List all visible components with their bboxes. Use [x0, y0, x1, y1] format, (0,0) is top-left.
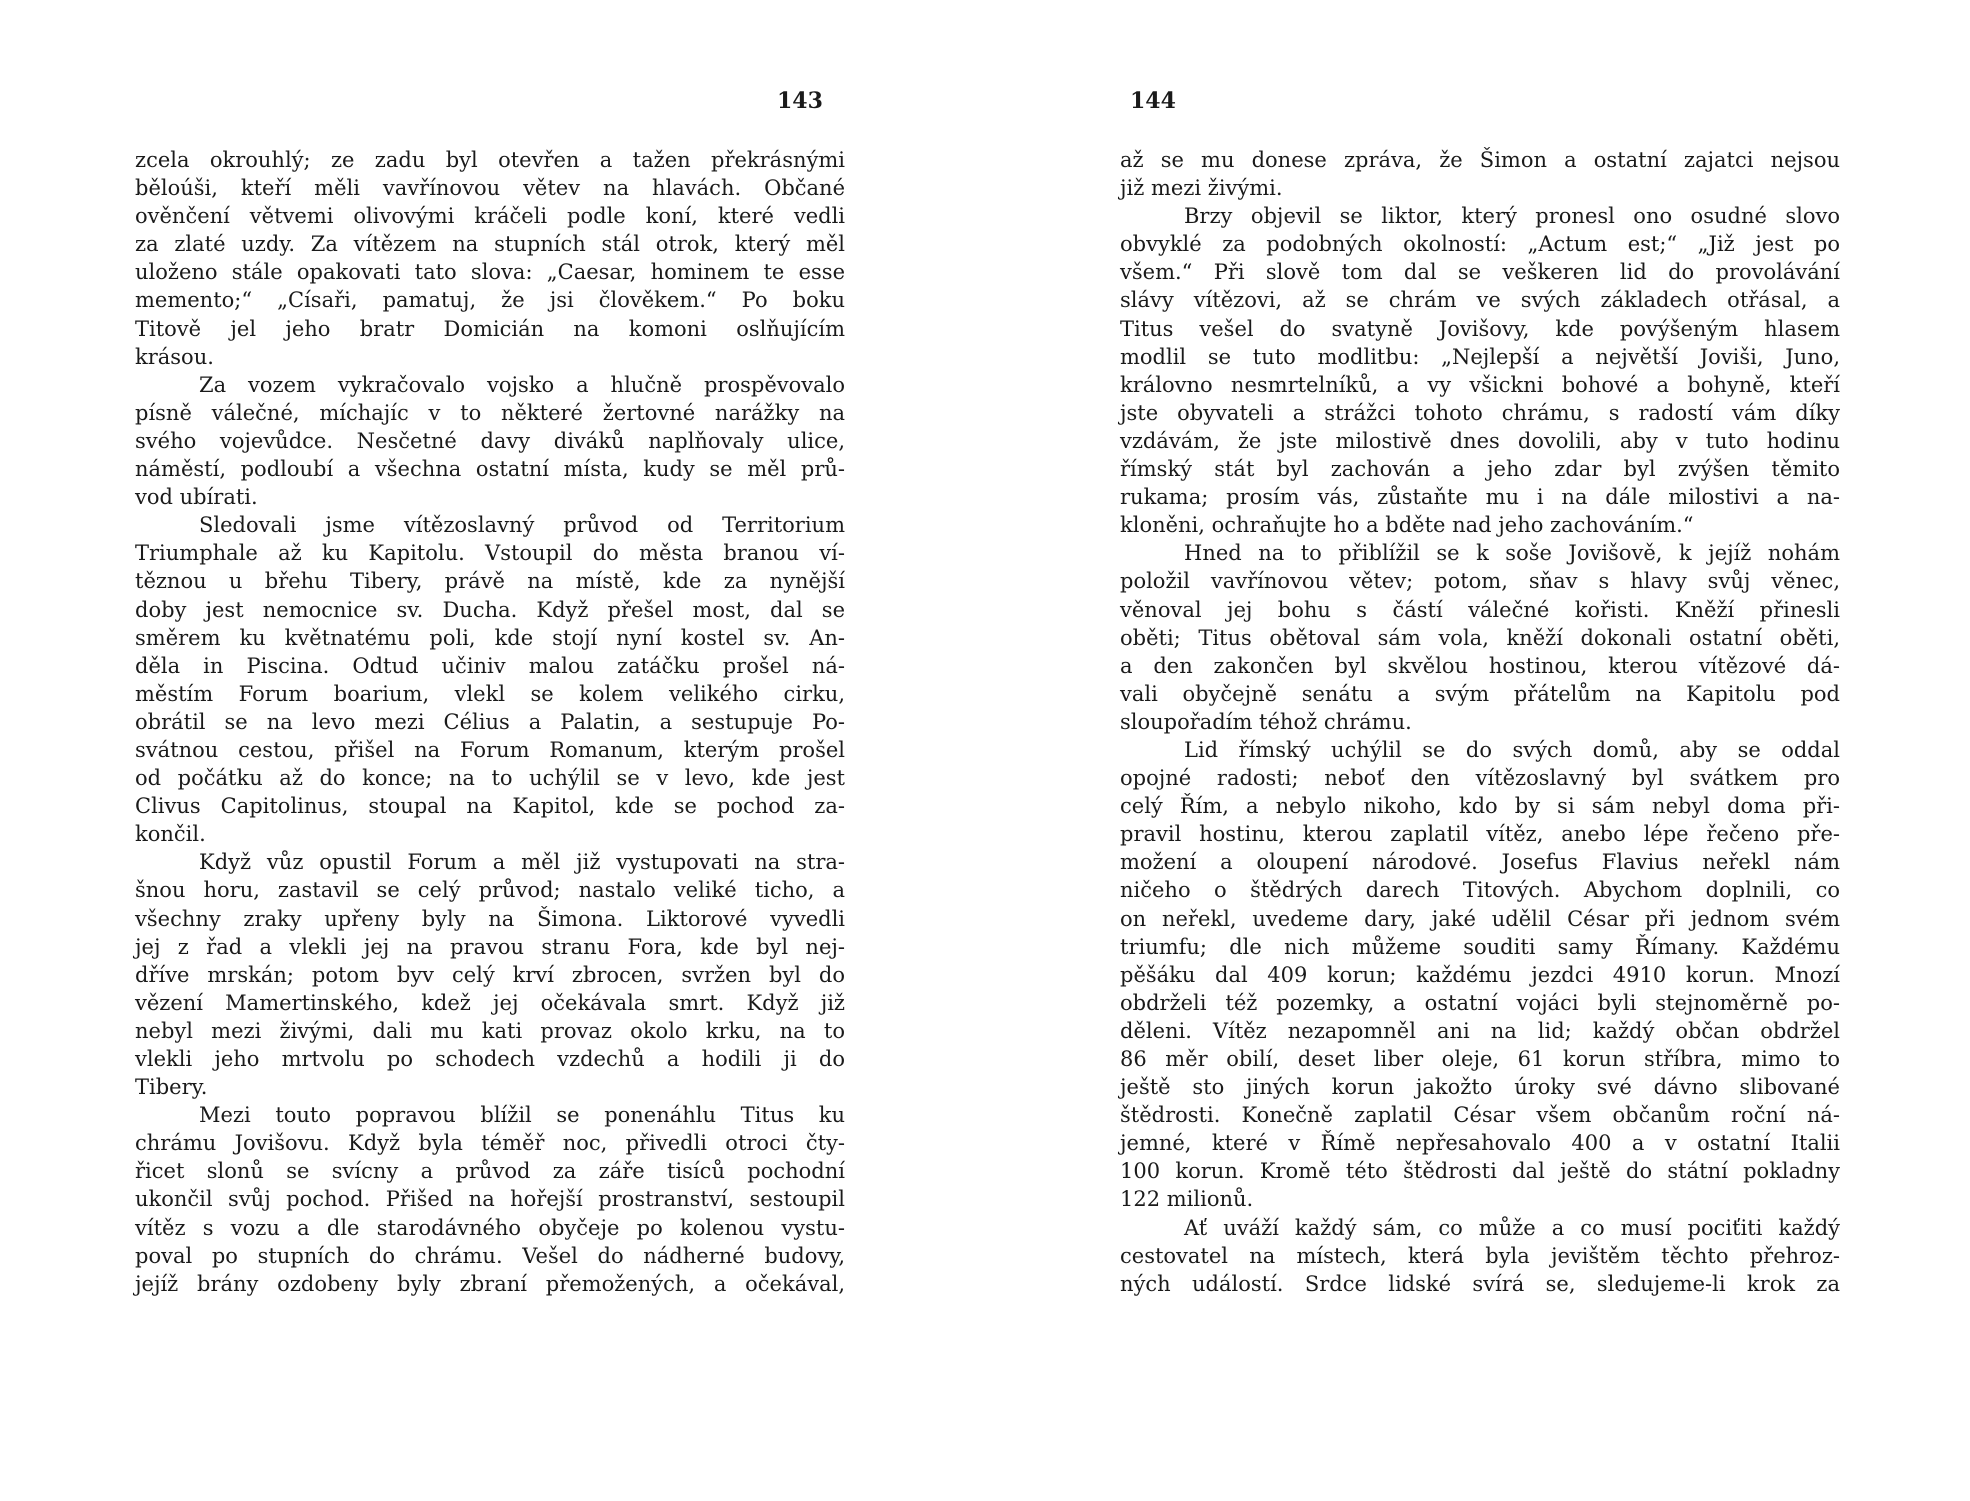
text-line: věnoval jej bohu s částí válečné kořisti. Kněží přinesli — [1120, 597, 1840, 622]
text-line: všem.“ Při slově tom dal se veškeren lid do provolávání — [1120, 260, 1840, 285]
text-line: kloněni, ochraňujte ho a bděte nad jeho zachováním.“ — [1120, 513, 1694, 538]
text-line: končil. — [135, 822, 206, 847]
text-line: městím Forum boarium, vlekl se kolem velikého cirku, — [135, 681, 845, 706]
text-line: obdrželi též pozemky, a ostatní vojáci byli stejnoměrně po- — [1120, 990, 1840, 1015]
text-line: chrámu Jovišovu. Když byla téměř noc, přivedli otroci čty- — [135, 1131, 845, 1156]
text-line: memento;“ „Císaři, pamatuj, že jsi člověkem.“ Po boku — [135, 288, 845, 313]
text-line: doby jest nemocnice sv. Ducha. Když přešel most, dal se — [135, 597, 845, 622]
text-line: zcela okrouhlý; ze zadu byl otevřen a tažen překrásnými — [135, 148, 845, 172]
text-line: všechny zraky upřeny byly na Šimona. Liktorové vyvedli — [135, 906, 845, 931]
left-page-text — [135, 146, 845, 1298]
text-line: šnou horu, zastavil se celý průvod; nastalo veliké ticho, a — [135, 878, 845, 903]
text-line: Lid římský uchýlil se do svých domů, aby se oddal — [1184, 737, 1840, 762]
text-line: jemné, které v Římě nepřesahovalo 400 a v ostatní Italii — [1120, 1131, 1840, 1156]
text-line: oběti; Titus obětoval sám vola, kněží dokonali ostatní oběti, — [1120, 625, 1840, 650]
text-line: celý Řím, a nebylo nikoho, kdo by si sám nebyl doma při- — [1120, 794, 1840, 819]
page-number-right: 144 — [1130, 88, 1176, 114]
text-line: běloúši, kteří měli vavřínovou větev na hlavách. Občané — [135, 176, 845, 201]
right-page-text — [1120, 146, 1840, 1298]
text-line: vítěz s vozu a dle starodávného obyčeje po kolenou vystu- — [135, 1215, 845, 1240]
text-line: poval po stupních do chrámu. Vešel do nádherné budovy, — [135, 1243, 845, 1268]
text-line: těznou u břehu Tibery, právě na místě, kde za nynější — [135, 569, 845, 594]
text-line: vězení Mamertinského, kdež jej očekávala smrt. Když již — [135, 990, 845, 1015]
text-line: slávy vítězovi, až se chrám ve svých základech otřásal, a — [1120, 288, 1840, 313]
text-line: jste obyvateli a strážci tohoto chrámu, s radostí vám díky — [1120, 400, 1840, 425]
text-line: Triumphale až ku Kapitolu. Vstoupil do města branou ví- — [135, 541, 845, 566]
text-line: 122 milionů. — [1120, 1187, 1254, 1212]
text-line: sloupořadím téhož chrámu. — [1120, 709, 1412, 734]
text-line: řicet slonů se svícny a průvod za záře tisíců pochodní — [135, 1159, 845, 1184]
text-line: náměstí, podloubí a všechna ostatní místa, kudy se měl prů- — [135, 457, 845, 482]
text-line: vali obyčejně senátu a svým přátelům na Kapitolu pod — [1120, 681, 1840, 706]
text-line: dříve mrskán; potom byv celý krví zbrocen, svržen byl do — [135, 962, 845, 987]
text-line: rukama; prosím vás, zůstaňte mu i na dále milostivi a na- — [1120, 485, 1840, 510]
text-line: jej z řad a vlekli jej na pravou stranu Fora, kde byl nej- — [135, 934, 845, 959]
text-line: Tibery. — [135, 1075, 208, 1100]
text-line: pravil hostinu, kterou zaplatil vítěz, anebo lépe řečeno pře- — [1120, 822, 1840, 847]
text-line: Clivus Capitolinus, stoupal na Kapitol, kde se pochod za- — [135, 794, 845, 819]
text-line: on neřekl, uvedeme dary, jaké udělil César při jednom svém — [1120, 906, 1840, 931]
text-line: od počátku až do konce; na to uchýlil se v levo, kde jest — [135, 766, 845, 791]
text-line: ještě sto jiných korun jakožto úroky své dávno slibované — [1120, 1075, 1840, 1100]
text-line: nebyl mezi živými, dali mu kati provaz okolo krku, na to — [135, 1018, 845, 1043]
text-line: 86 měr obilí, deset liber oleje, 61 korun stříbra, mimo to — [1120, 1047, 1840, 1071]
text-line: ověnčení větvemi olivovými kráčeli podle koní, které vedli — [135, 204, 845, 229]
text-line: cestovatel na místech, která byla jevištěm těchto přehroz- — [1120, 1243, 1840, 1268]
text-line: ničeho o štědrých darech Titových. Abychom doplnili, co — [1120, 878, 1840, 903]
text-line: opojné radosti; neboť den vítězoslavný byl svátkem pro — [1120, 766, 1840, 791]
text-line: římský stát byl zachován a jeho zdar byl zvýšen těmito — [1120, 457, 1840, 482]
text-line: za zlaté uzdy. Za vítězem na stupních stál otrok, který měl — [135, 232, 845, 257]
text-line: vzdávám, že jste milostivě dnes dovolili, aby v tuto hodinu — [1120, 428, 1840, 453]
text-line: písně válečné, míchajíc v to některé žertovné narážky na — [135, 400, 845, 425]
text-line: triumfu; dle nich můžeme souditi samy Římany. Každému — [1120, 934, 1840, 959]
text-line: vlekli jeho mrtvolu po schodech vzdechů a hodili ji do — [135, 1047, 845, 1071]
text-line: modlil se tuto modlitbu: „Nejlepší a největší Joviši, Juno, — [1120, 344, 1840, 369]
text-line: ukončil svůj pochod. Přišed na hořejší prostranství, sestoupil — [135, 1187, 845, 1212]
text-line: královno nesmrtelníků, a vy všickni bohové a bohyně, kteří — [1120, 372, 1840, 397]
text-line: děleni. Vítěz nezapomněl ani na lid; každý občan obdržel — [1120, 1018, 1840, 1043]
text-line: Když vůz opustil Forum a měl již vystupovati na stra- — [199, 850, 845, 875]
text-line: a den zakončen byl skvělou hostinou, kterou vítězové dá- — [1120, 653, 1840, 678]
text-line: položil vavřínovou větev; potom, sňav s hlavy svůj věnec, — [1120, 569, 1840, 594]
text-line: děla in Piscina. Odtud učiniv malou zatáčku prošel ná- — [135, 653, 845, 678]
text-line: Titus vešel do svatyně Jovišovy, kde povýšeným hlasem — [1120, 316, 1840, 341]
text-line: štědrosti. Konečně zaplatil César všem občanům roční ná- — [1120, 1103, 1840, 1128]
text-line: Ať uváží každý sám, co může a co musí pociťiti každý — [1184, 1215, 1840, 1240]
text-line: ných událostí. Srdce lidské svírá se, sledujeme-li krok za — [1120, 1271, 1840, 1296]
text-line: pěšáku dal 409 korun; každému jezdci 4910 korun. Mnozí — [1120, 962, 1840, 987]
page-number-left: 143 — [777, 88, 823, 114]
text-line: směrem ku květnatému poli, kde stojí nyní kostel sv. An- — [135, 625, 845, 650]
text-line: svého vojevůdce. Nesčetné davy diváků naplňovaly ulice, — [135, 428, 845, 453]
text-line: možení a oloupení národové. Josefus Flavius neřekl nám — [1120, 850, 1840, 875]
text-line: Hned na to přiblížil se k soše Jovišově, k jejíž nohám — [1184, 541, 1840, 566]
text-line: Sledovali jsme vítězoslavný průvod od Territorium — [199, 513, 845, 538]
text-line: svátnou cestou, přišel na Forum Romanum, kterým prošel — [135, 737, 845, 762]
text-line: Brzy objevil se liktor, který pronesl ono osudné slovo — [1184, 204, 1840, 229]
text-line: již mezi živými. — [1120, 176, 1283, 201]
text-line: krásou. — [135, 344, 214, 369]
text-line: obrátil se na levo mezi Célius a Palatin, a sestupuje Po- — [135, 709, 845, 734]
text-line: vod ubírati. — [135, 485, 258, 510]
text-line: jejíž brány ozdobeny byly zbraní přemožených, a očekával, — [135, 1271, 845, 1296]
text-line: uloženo stále opakovati tato slova: „Caesar, hominem te esse — [135, 260, 845, 285]
text-line: 100 korun. Kromě této štědrosti dal ještě do státní pokladny — [1120, 1159, 1840, 1184]
text-line: obvyklé za podobných okolností: „Actum est;“ „Již jest po — [1120, 232, 1840, 257]
text-line: Za vozem vykračovalo vojsko a hlučně prospěvovalo — [199, 372, 845, 397]
text-line: Titově jel jeho bratr Domicián na komoni oslňujícím — [135, 316, 845, 341]
text-line: až se mu donese zpráva, že Šimon a ostatní zajatci nejsou — [1120, 148, 1840, 172]
text-line: Mezi touto popravou blížil se ponenáhlu Titus ku — [199, 1103, 845, 1128]
